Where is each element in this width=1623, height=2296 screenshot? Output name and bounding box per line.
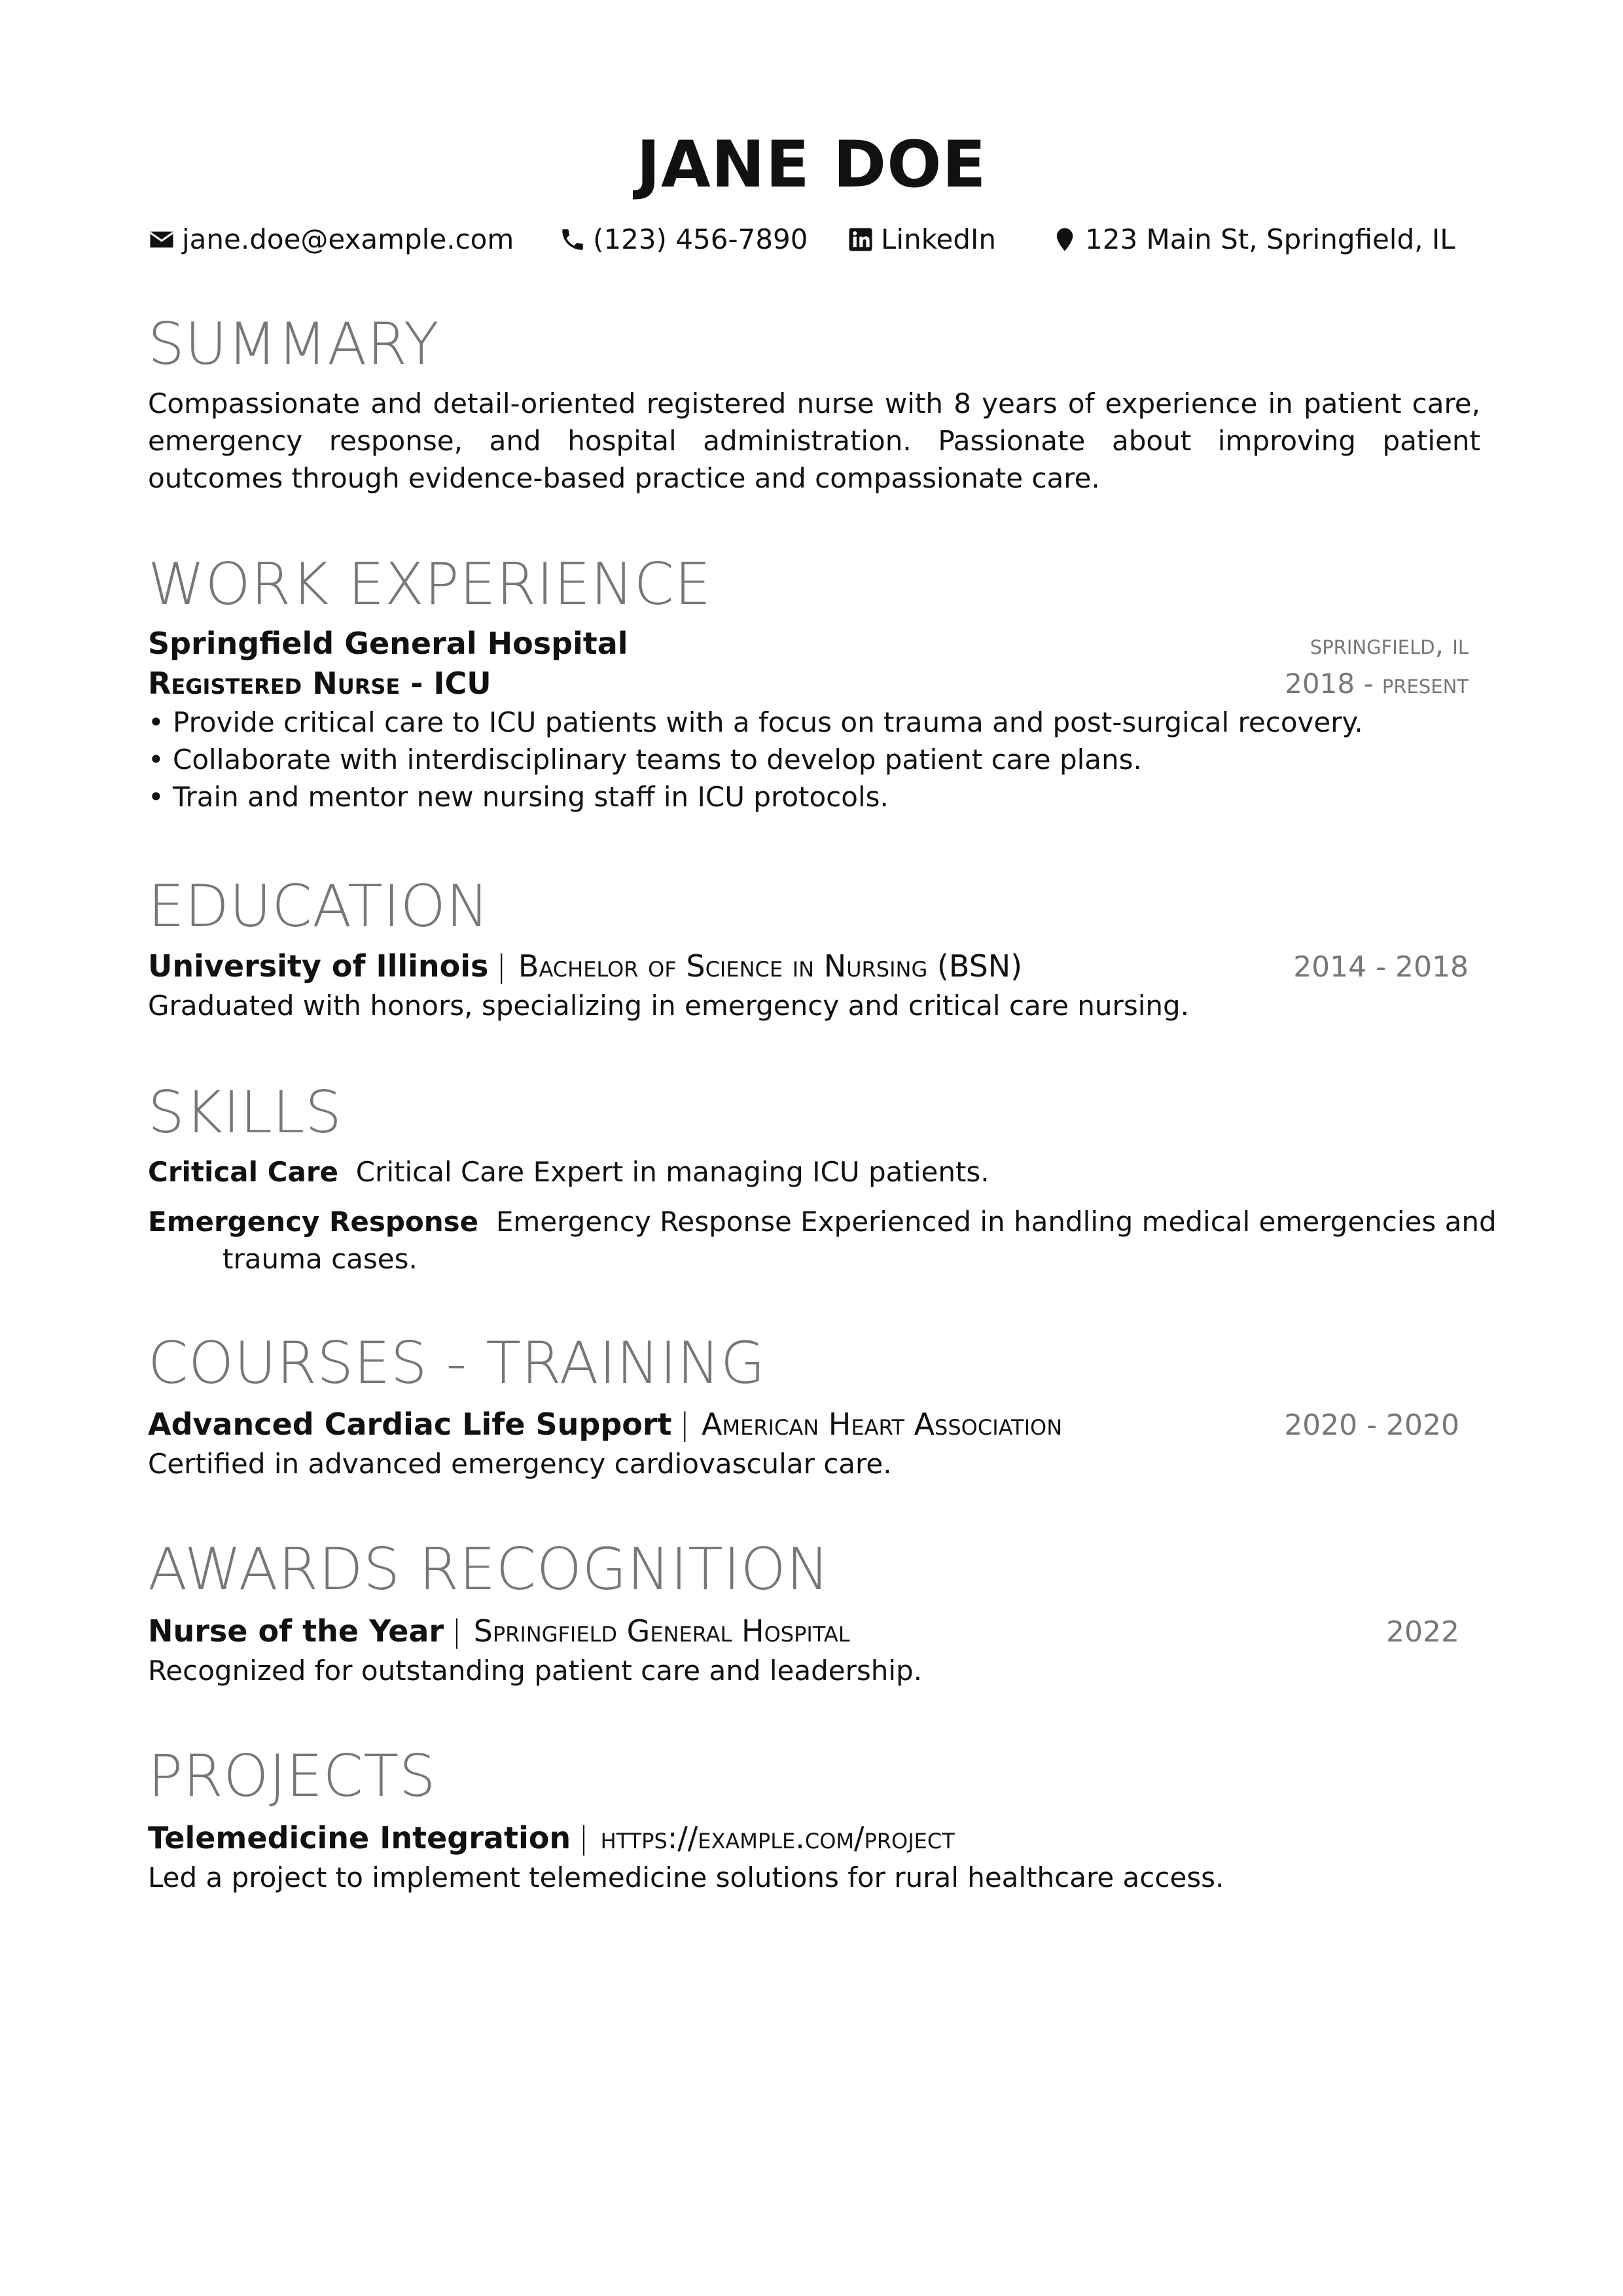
education-dates: 2014 - 2018 [1293,950,1469,984]
projects-heading: PROJECTS [148,1742,437,1810]
award-name: Nurse of the Year [148,1613,444,1649]
employer-location: springfield, il [1310,628,1469,660]
awards-heading: AWARDS RECOGNITION [148,1535,830,1603]
skill-item [148,1203,1497,1240]
separator: | [679,1407,690,1442]
summary-heading: SUMMARY [148,310,440,378]
award-row [148,1611,850,1651]
course-name: Advanced Cardiac Life Support [148,1407,672,1442]
project-note: Led a project to implement telemedicine solutions for rural healthcare access. [148,1861,1224,1893]
course-row [148,1405,1062,1444]
work-experience-heading: WORK EXPERIENCE [148,550,711,618]
list-item [148,704,1363,741]
skill-description: Critical Care Expert in managing ICU patients. [355,1156,990,1188]
linkedin-icon [847,226,874,253]
contact-phone[interactable] [559,220,808,259]
contact-linkedin[interactable] [847,220,996,259]
experience-bullet-text: Train and mentor new nursing staff in ICU protocols. [173,781,889,813]
contact-linkedin-text: LinkedIn [881,223,997,255]
job-title: Registered Nurse - ICU [148,666,491,701]
list-item [148,741,1142,778]
contact-row [148,220,1492,259]
bullet-icon: • [148,781,164,813]
bullet-icon: • [148,706,164,738]
courses-heading: COURSES - TRAINING [148,1329,766,1397]
skills-heading: SKILLS [148,1079,342,1146]
education-row [148,946,1022,986]
award-note: Recognized for outstanding patient care and leadership. [148,1655,923,1687]
map-marker-icon [1051,226,1079,253]
candidate-name: JANE DOE [636,128,987,202]
award-year: 2022 [1386,1615,1459,1649]
contact-email[interactable] [148,220,514,259]
contact-address [1051,220,1455,259]
skill-description-continued: trauma cases. [223,1243,418,1275]
separator: | [496,948,507,984]
education-note: Graduated with honors, specializing in emergency and critical care nursing. [148,990,1189,1022]
contact-email-text: jane.doe@example.com [182,223,514,255]
employer-name: Springfield General Hospital [148,626,628,661]
separator: | [452,1613,462,1649]
project-row [148,1818,955,1857]
skill-name: Critical Care [148,1156,339,1188]
phone-icon [559,226,586,253]
list-item [148,778,889,816]
contact-phone-text: (123) 456-7890 [593,223,808,255]
bullet-icon: • [148,744,164,776]
course-dates: 2020 - 2020 [1284,1408,1459,1442]
skill-name: Emergency Response [148,1206,479,1238]
experience-bullet-text: Collaborate with interdisciplinary teams to develop patient care plans. [173,744,1142,776]
project-name: Telemedicine Integration [148,1820,571,1856]
experience-bullet-text: Provide critical care to ICU patients with a focus on trauma and post-surgical recovery. [173,706,1363,738]
course-note: Certified in advanced emergency cardiovascular care. [148,1448,892,1480]
separator: | [579,1820,589,1856]
envelope-icon [148,226,175,253]
degree-name: Bachelor of Science in Nursing (BSN) [518,948,1023,984]
course-issuer: American Heart Association [702,1407,1063,1442]
skill-item [148,1153,990,1191]
summary-text: Compassionate and detail-oriented registered nurse with 8 years of experience in patient care, emergency response, and hospital administration. Passionate about improving patient outcomes through evidence-based practice and compassionate care. [148,387,1480,494]
education-heading: EDUCATION [148,872,490,940]
school-name: University of Illinois [148,948,489,984]
contact-address-text: 123 Main St, Springfield, IL [1085,223,1455,255]
award-issuer: Springfield General Hospital [473,1613,850,1649]
skill-description: Emergency Response Experienced in handling medical emergencies and [495,1206,1497,1238]
job-dates: 2018 - present [1285,668,1469,700]
project-url[interactable]: https://example.com/project [600,1820,955,1856]
